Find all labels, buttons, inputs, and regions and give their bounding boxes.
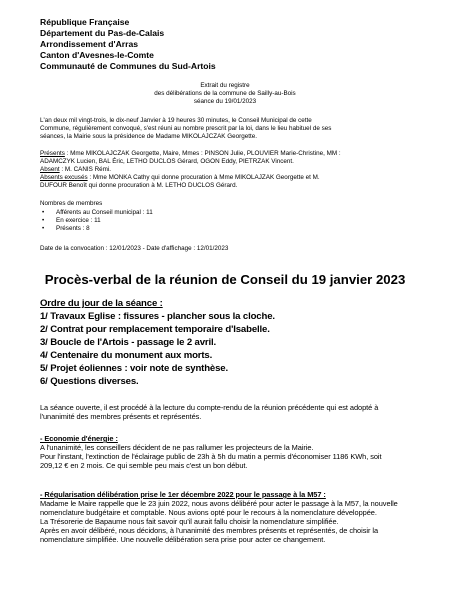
agenda-item: 4/ Centenaire du monument aux morts.	[40, 350, 213, 361]
agenda-item: 6/ Questions diverses.	[40, 376, 139, 387]
header-block	[40, 17, 216, 72]
paragraph-line: Madame le Maire rappelle que le 23 juin 2022, nous avons délibéré pour acter le passage à la M57, la nouvelle	[40, 499, 398, 509]
regularisation-section	[40, 490, 435, 545]
excused-line-2: DUFOUR Benoît qui donne procuration à M. LETHO DUCLOS Gérard.	[40, 181, 238, 189]
members-title: Nombres de membres	[40, 200, 103, 207]
members-list	[40, 209, 420, 233]
intro-paragraph	[40, 117, 420, 141]
opening-paragraph	[40, 403, 435, 421]
members-block	[40, 200, 420, 233]
intro-line: séances, la Mairie sous la présidence de Madame MIKOLAJCZAK Georgette.	[40, 132, 257, 140]
present-line	[40, 150, 425, 158]
header-line: Communauté de Communes du Sud-Artois	[40, 61, 216, 71]
list-item: • Afférents au Conseil municipal : 11	[40, 209, 420, 217]
header-line: Département du Pas-de-Calais	[40, 28, 165, 38]
agenda-item: 2/ Contrat pour remplacement temporaire d'Isabelle.	[40, 324, 270, 335]
paragraph-line: La Trésorerie de Bapaume nous fait savoir qu'il aurait fallu choisir la nomenclature simplifiée.	[40, 517, 339, 527]
present-text: : Mme MIKOLAJCZAK Georgette, Maire, Mmes : PINSON Julie, PLOUVIER Marie-Christine, MM :	[64, 150, 341, 157]
paragraph-line: Pour l'instant, l'extinction de l'éclairage public de 23h à 5h du matin a permis d'économiser 1186 KWh, soit	[40, 452, 382, 462]
absent-text: : M. CANIS Rémi.	[59, 165, 112, 173]
present-label: Présents	[40, 150, 65, 157]
header-line: Canton d'Avesnes-le-Comte	[40, 50, 154, 60]
paragraph-line: Après en avoir délibéré, nous décidons, à l'unanimité des membres présents et représentés, de choisir la	[40, 526, 379, 536]
header-line: République Française	[40, 17, 130, 27]
absent-label: Absent	[40, 165, 60, 173]
list-item: • Présents : 8	[40, 225, 420, 233]
paragraph-line: nomenclature simplifiée. Une nouvelle délibération sera prise pour acter ce changement.	[40, 535, 326, 545]
agenda-item: 1/ Travaux Eglise : fissures - plancher sous la cloche.	[40, 311, 275, 322]
agenda-item: 3/ Boucle de l'Artois - passage le 2 avril.	[40, 337, 217, 348]
extract-line: des délibérations de la commune de Sailly-au-Bois	[154, 89, 296, 97]
dates-line: Date de la convocation : 12/01/2023 - Date d'affichage : 12/01/2023	[40, 245, 229, 252]
paragraph-line: l'unanimité des membres présents et représentés.	[40, 412, 202, 422]
absent-line	[40, 166, 425, 174]
excused-text: : Mme MONKA Cathy qui donne procuration à Mme MIKOLAJZAK Georgette et M.	[87, 173, 320, 181]
energy-section	[40, 434, 435, 470]
paragraph-line: nomenclature budgétaire et comptable. Nous avions opté pour le recours à la nomenclature développée.	[40, 508, 377, 518]
agenda-title: Ordre du jour de la séance :	[40, 298, 163, 309]
agenda-item: 5/ Projet éoliennes : voir note de synthèse.	[40, 363, 228, 374]
intro-line: Commune, régulièrement convoqué, s'est réuni au nombre prescrit par la loi, dans le lieu habituel de ses	[40, 124, 332, 132]
agenda-block	[40, 297, 430, 388]
attendance-block	[40, 150, 425, 190]
paragraph-line: 209,12 € en 2 mois. Ce qui semble peu mais c'est un bon début.	[40, 461, 248, 471]
section-title: - Economie d'énergie :	[40, 434, 118, 443]
excused-line	[40, 174, 425, 182]
excused-label: Absents excusés	[40, 173, 88, 181]
header-line: Arrondissement d'Arras	[40, 39, 139, 49]
section-title: - Régularisation délibération prise le 1er décembre 2022 pour le passage à la M57 :	[40, 490, 326, 499]
paragraph-line: A l'unanimité, les conseillers décident de ne pas rallumer les projecteurs de la Mairie.	[40, 443, 314, 453]
register-extract	[95, 82, 355, 106]
present-line-2: ADAMCZYK Lucien, BAL Éric, LETHO DUCLOS Gérard, OGON Eddy, PIETRZAK Vincent.	[40, 157, 294, 165]
extract-line: Extrait du registre	[200, 82, 250, 89]
paragraph-line: La séance ouverte, il est procédé à la lecture du compte-rendu de la réunion précédente qui est adopté à	[40, 403, 379, 412]
intro-line: L'an deux mil vingt-trois, le dix-neuf Janvier à 19 heures 30 minutes, le Conseil Municipal de cette	[40, 117, 312, 124]
list-item: • En exercice : 11	[40, 217, 420, 225]
page-title: Procès-verbal de la réunion de Conseil du 19 janvier 2023	[44, 272, 406, 287]
extract-line: séance du 19/01/2023	[193, 97, 257, 105]
